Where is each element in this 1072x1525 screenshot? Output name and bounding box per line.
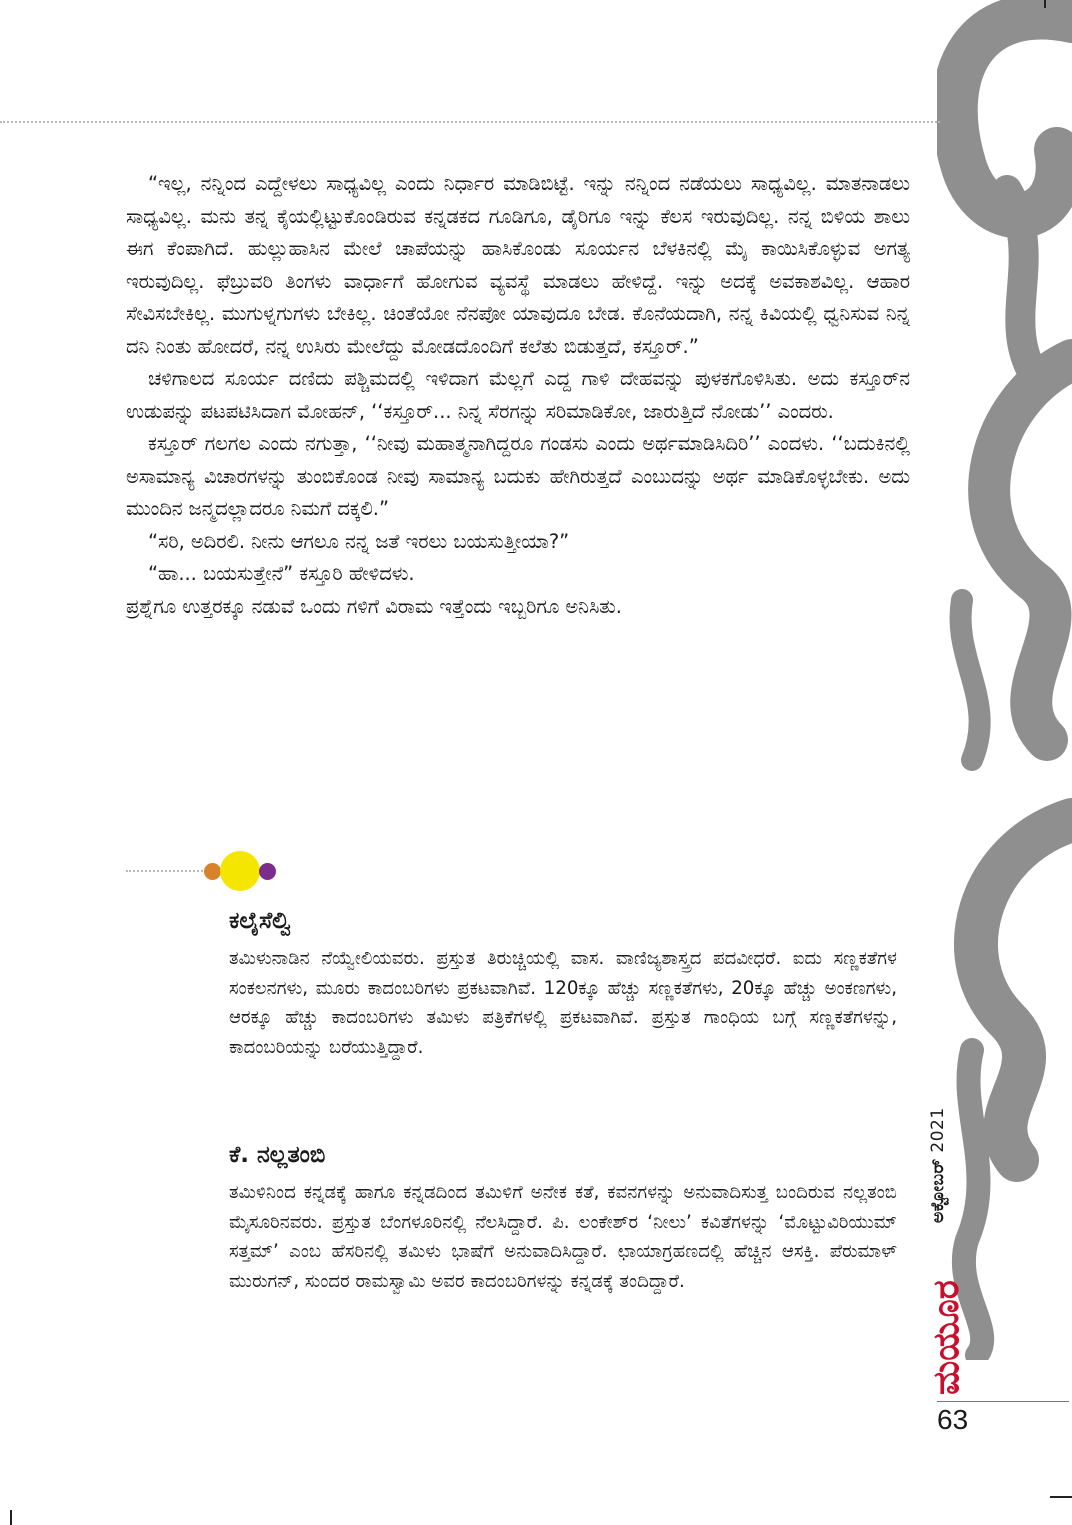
translator-name: ಕೆ. ನಲ್ಲತಂಬಿ	[229, 1142, 326, 1168]
issue-month: ಅಕ್ಟೋಬರ್	[928, 1158, 948, 1223]
crop-mark	[1050, 1496, 1072, 1498]
issue-sidebar	[918, 1060, 976, 1398]
story-paragraph: ಚಳಿಗಾಲದ ಸೂರ್ಯ ದಣಿದು ಪಶ್ಚಿಮದಲ್ಲಿ ಇಳಿದಾಗ ಮೆಲ್ಲಗೆ ಎದ್ದ ಗಾಳಿ ದೇಹವನ್ನು ಪುಳಕಗೊಳಿಸಿತು. ಅದು ಕಸ್ತೂರ್‌ನ ಉಡುಪನ್ನು ಪಟಪಟಿಸಿದಾಗ ಮೋಹನ್, ‘‘ಕಸ್ತೂರ್... ನಿನ್ನ ಸೆರಗನ್ನು ಸರಿಮಾಡಿಕೋ, ಜಾರುತ್ತಿದೆ ನೋಡು’’ ಎಂದರು.	[126, 367, 910, 423]
top-dotted-rule	[0, 121, 940, 123]
page-number: 63	[937, 1404, 969, 1435]
story-paragraph: ಕಸ್ತೂರ್ ಗಲಗಲ ಎಂದು ನಗುತ್ತಾ, ‘‘ನೀವು ಮಹಾತ್ಮನಾಗಿದ್ದರೂ ಗಂಡಸು ಎಂದು ಅರ್ಥಮಾಡಿಸಿದಿರಿ’’ ಎಂದಳು. ‘‘ಬದುಕಿನಲ್ಲಿ ಅಸಾಮಾನ್ಯ ವಿಚಾರಗಳನ್ನು ತುಂಬಿಕೊಂಡ ನೀವು ಸಾಮಾನ್ಯ ಬದುಕು ಹೇಗಿರುತ್ತದೆ ಎಂಬುದನ್ನು ಅರ್ಥ ಮಾಡಿಕೊಳ್ಳಬೇಕು. ಅದು ಮುಂದಿನ ಜನ್ಮದಲ್ಲಾದರೂ ನಿಮಗೆ ದಕ್ಕಲಿ.”	[126, 432, 910, 520]
story-paragraph: “ಇಲ್ಲ, ನನ್ನಿಂದ ಎದ್ದೇಳಲು ಸಾಧ್ಯವಿಲ್ಲ ಎಂದು ನಿರ್ಧಾರ ಮಾಡಿಬಿಟ್ಟೆ. ಇನ್ನು ನನ್ನಿಂದ ನಡೆಯಲು ಸಾಧ್ಯವಿಲ್ಲ. ಮಾತನಾಡಲು ಸಾಧ್ಯವಿಲ್ಲ. ಮನು ತನ್ನ ಕೈಯಲ್ಲಿಟ್ಟುಕೊಂಡಿರುವ ಕನ್ನಡಕದ ಗೂಡಿಗೂ, ಡೈರಿಗೂ ಇನ್ನು ಕೆಲಸ ಇರುವುದಿಲ್ಲ. ನನ್ನ ಬಿಳಿಯ ಶಾಲು ಈಗ ಕೆಂಪಾಗಿದೆ. ಹುಲ್ಲುಹಾಸಿನ ಮೇಲೆ ಚಾಪೆಯನ್ನು ಹಾಸಿಕೊಂಡು ಸೂರ್ಯನ ಬೆಳಕಿನಲ್ಲಿ ಮೈ ಕಾಯಿಸಿಕೊಳ್ಳುವ ಅಗತ್ಯ ಇರುವುದಿಲ್ಲ. ಫೆಬ್ರುವರಿ ತಿಂಗಳು ವಾರ್ಧಾಗೆ ಹೋಗುವ ವ್ಯವಸ್ಥೆ ಮಾಡಲು ಹೇಳಿದ್ದೆ. ಇನ್ನು ಅದಕ್ಕೆ ಅವಕಾಶವಿಲ್ಲ. ಆಹಾರ ಸೇವಿಸಬೇಕಿಲ್ಲ. ಮುಗುಳ್ನಗುಗಳು ಬೇಕಿಲ್ಲ. ಚಿಂತೆಯೋ ನೆನಪೋ ಯಾವುದೂ ಬೇಡ. ಕೊನೆಯದಾಗಿ, ನನ್ನ ಕಿವಿಯಲ್ಲಿ ಧ್ವನಿಸುವ ನಿನ್ನ ದನಿ ನಿಂತು ಹೋದರೆ, ನನ್ನ ಉಸಿರು ಮೇಲೆದ್ದು ಮೋಡದೊಂದಿಗೆ ಕಲೆತು ಬಿಡುತ್ತದೆ, ಕಸ್ತೂರ್.”	[126, 172, 910, 358]
author-bio-text: ತಮಿಳುನಾಡಿನ ನೆಯ್ವೇಲಿಯವರು. ಪ್ರಸ್ತುತ ತಿರುಚ್ಚಿಯಲ್ಲಿ ವಾಸ. ವಾಣಿಜ್ಯಶಾಸ್ತ್ರದ ಪದವೀಧರೆ. ಐದು ಸಣ್ಣಕತೆಗಳ ಸಂಕಲನಗಳು, ಮೂರು ಕಾದಂಬರಿಗಳು ಪ್ರಕಟವಾಗಿವೆ. 120ಕ್ಕೂ ಹೆಚ್ಚು ಸಣ್ಣಕತೆಗಳು, 20ಕ್ಕೂ ಹೆಚ್ಚು ಅಂಕಣಗಳು, ಆರಕ್ಕೂ ಹೆಚ್ಚು ಕಾದಂಬರಿಗಳು ತಮಿಳು ಪತ್ರಿಕೆಗಳಲ್ಲಿ ಪ್ರಕಟವಾಗಿವೆ. ಪ್ರಸ್ತುತ ಗಾಂಧಿಯ ಬಗ್ಗೆ ಸಣ್ಣಕತೆಗಳನ್ನು, ಕಾದಂಬರಿಯನ್ನು ಬರೆಯುತ್ತಿದ್ದಾರೆ.	[229, 948, 897, 1058]
purple-dot	[259, 863, 276, 880]
translator-bio	[229, 1140, 897, 1296]
orange-dot	[204, 863, 221, 880]
page-number-rule	[937, 1401, 1069, 1402]
crop-mark	[10, 1510, 12, 1525]
author-name: ಕಲೈಸೆಲ್ವಿ	[229, 908, 291, 934]
story-paragraph: ಪ್ರಶ್ನೆಗೂ ಉತ್ತರಕ್ಕೂ ನಡುವೆ ಒಂದು ಗಳಿಗೆ ವಿರಾಮ ಇತ್ತೆಂದು ಇಬ್ಬರಿಗೂ ಅನಿಸಿತು.	[126, 594, 622, 618]
issue-date	[928, 1060, 968, 1270]
crop-mark	[1044, 0, 1046, 8]
divider-dotted-line	[126, 870, 206, 872]
author-bio	[229, 906, 897, 1062]
section-divider	[126, 850, 276, 894]
story-paragraph: “ಸರಿ, ಅದಿರಲಿ. ನೀನು ಆಗಲೂ ನನ್ನ ಜತೆ ಇರಲು ಬಯಸುತ್ತೀಯಾ?”	[148, 529, 570, 553]
issue-year: 2021	[928, 1107, 948, 1153]
translator-bio-text: ತಮಿಳಿನಿಂದ ಕನ್ನಡಕ್ಕೆ ಹಾಗೂ ಕನ್ನಡದಿಂದ ತಮಿಳಿಗೆ ಅನೇಕ ಕತೆ, ಕವನಗಳನ್ನು ಅನುವಾದಿಸುತ್ತ ಬಂದಿರುವ ನಲ್ಲತಂಬಿ ಮೈಸೂರಿನವರು. ಪ್ರಸ್ತುತ ಬೆಂಗಳೂರಿನಲ್ಲಿ ನೆಲಸಿದ್ದಾರೆ. ಪಿ. ಲಂಕೇಶ್‌ರ ‘ನೀಲು’ ಕವಿತೆಗಳನ್ನು ‘ಮೊಟ್ಟುವಿರಿಯುಮ್ ಸತ್ತಮ್’ ಎಂಬ ಹೆಸರಿನಲ್ಲಿ ತಮಿಳು ಭಾಷೆಗೆ ಅನುವಾದಿಸಿದ್ದಾರೆ. ಛಾಯಾಗ್ರಹಣದಲ್ಲಿ ಹೆಚ್ಚಿನ ಆಸಕ್ತಿ. ಪೆರುಮಾಳ್ ಮುರುಗನ್, ಸುಂದರ ರಾಮಸ್ವಾಮಿ ಅವರ ಕಾದಂಬರಿಗಳನ್ನು ಕನ್ನಡಕ್ಕೆ ತಂದಿದ್ದಾರೆ.	[229, 1182, 897, 1292]
magazine-logo: ಮಯೂರ	[926, 1280, 967, 1396]
story-paragraph: “ಹಾ... ಬಯಸುತ್ತೇನೆ” ಕಸ್ತೂರಿ ಹೇಳಿದಳು.	[148, 562, 415, 585]
yellow-dot	[220, 851, 260, 891]
story-text	[126, 168, 910, 623]
